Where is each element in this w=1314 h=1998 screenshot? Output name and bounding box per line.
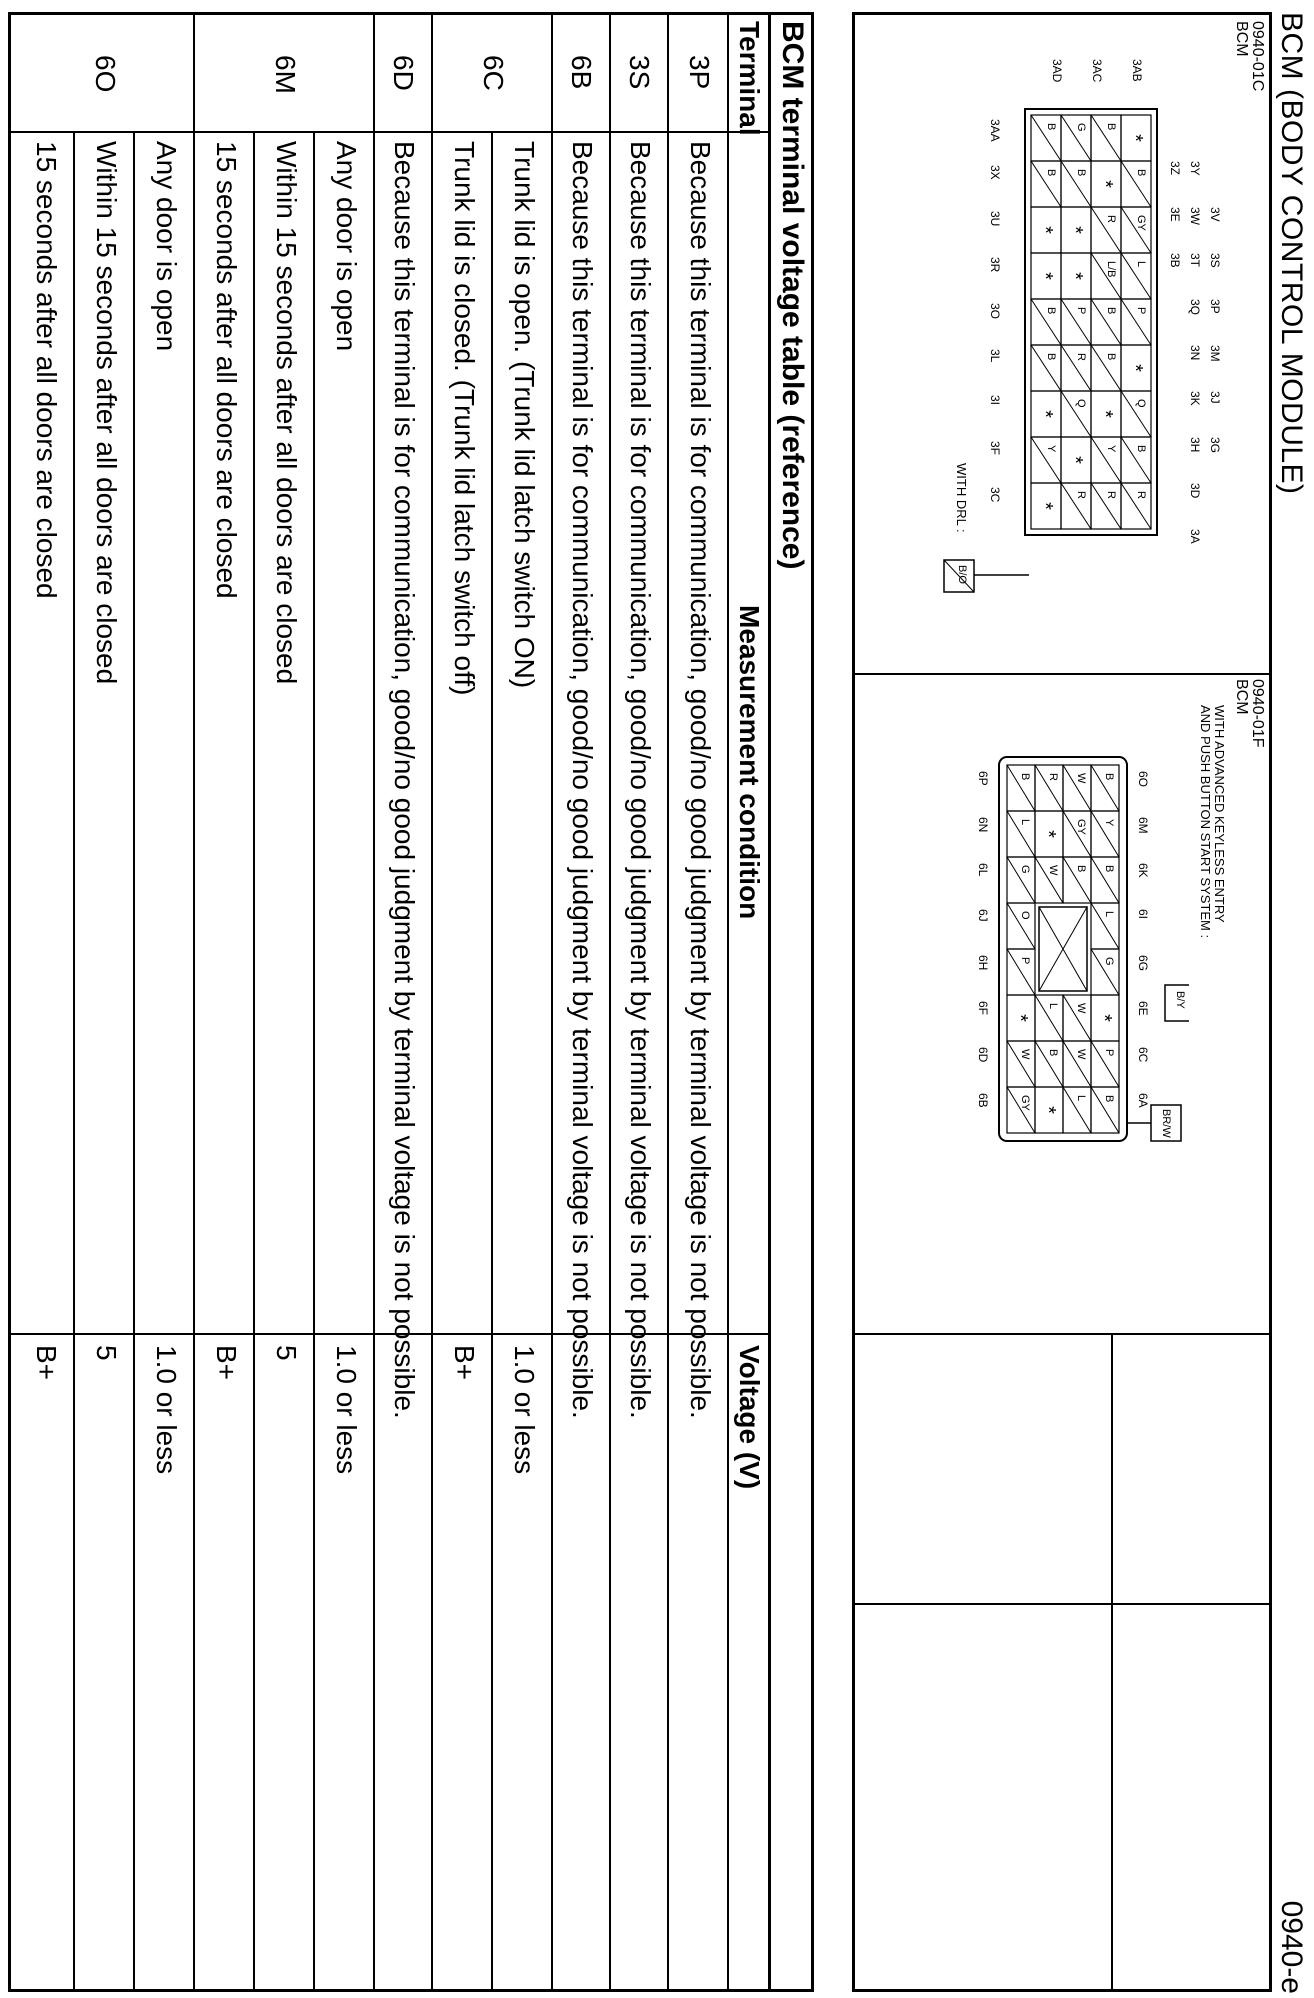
wire-color-label: B: [1075, 169, 1087, 177]
wire-diagonal: [1091, 115, 1121, 161]
voltage-cell: B+: [211, 1345, 242, 1381]
unused-cavity-mark: *: [1064, 272, 1086, 280]
wire-diagonal: [1061, 345, 1091, 391]
condition-cell: Any door is open: [331, 141, 362, 352]
terminal-number: 3E: [1168, 207, 1182, 222]
terminal-number: 3X: [988, 165, 1002, 180]
wire-diagonal: [1091, 1041, 1119, 1087]
wire-color-label: B: [1045, 307, 1057, 315]
unused-cavity-mark: *: [1124, 364, 1146, 372]
connector-c-name: BCM: [1233, 21, 1250, 57]
connector-f-code: 0940-01F: [1249, 679, 1266, 748]
wire-diagonal: [1007, 811, 1035, 857]
unused-cavity-mark: *: [1037, 1106, 1059, 1114]
condition-cell: Because this terminal is for communication, good/no good judgment by terminal voltage is not possible.: [625, 141, 656, 1419]
wire-color-label: B: [1105, 123, 1117, 131]
wire-diagonal: [1035, 765, 1063, 811]
terminal-number: 6M: [1136, 817, 1150, 834]
wire-color-label: Y: [1105, 445, 1117, 453]
terminal-number: 6I: [1136, 909, 1150, 920]
header-voltage: Voltage (V): [734, 1345, 765, 1490]
terminal-number: 3AA: [988, 119, 1002, 142]
keyless-wire-label: BR/W: [1160, 1109, 1172, 1138]
terminal-number: 6N: [976, 817, 990, 833]
connector-c-code: 0940-01C: [1249, 21, 1266, 92]
connector-f-diagram: [869, 685, 1189, 1325]
unused-cavity-mark: *: [1034, 272, 1056, 280]
condition-cell: Trunk lid is open. (Trunk lid latch switch ON): [509, 141, 540, 689]
table-title: BCM terminal voltage table (reference): [776, 21, 809, 570]
connector-c-diagram: [859, 55, 1229, 655]
terminal-cell: 6C: [478, 55, 509, 91]
page-title: BCM (BODY CONTROL MODULE): [1275, 12, 1308, 495]
keyless-wire-label: B/Y: [1174, 991, 1186, 1009]
terminal-number: 6P: [976, 771, 990, 786]
wire-color-label: GY: [1135, 215, 1147, 231]
header-terminal: Terminal: [734, 21, 765, 136]
terminal-number: 6K: [1136, 863, 1150, 878]
wire-color-label: O: [1019, 911, 1031, 920]
wire-color-label: B: [1103, 865, 1115, 873]
wire-diagonal: [1031, 299, 1061, 345]
wire-diagonal: [1007, 949, 1035, 995]
terminal-cell: 6M: [270, 55, 301, 94]
terminal-number: 6J: [976, 909, 990, 922]
keyless-note-line1: WITH ADVANCED KEYLESS ENTRY: [1212, 705, 1227, 923]
terminal-number: 3W: [1188, 207, 1202, 225]
wire-color-label: P: [1103, 1049, 1115, 1057]
wire-diagonal: [1121, 253, 1151, 299]
wire-color-label: B: [1103, 1095, 1115, 1103]
wire-diagonal: [1061, 391, 1091, 437]
row-divider: [667, 15, 669, 1989]
terminal-number: 3P: [1208, 299, 1222, 314]
wire-color-label: P: [1075, 307, 1087, 315]
connector-diagram-frame: [852, 12, 1272, 1992]
wire-diagonal: [1063, 1087, 1091, 1133]
terminal-number: 3V: [1208, 207, 1222, 222]
wire-color-label: R: [1105, 491, 1117, 499]
terminal-number: 3O: [988, 303, 1002, 320]
wire-diagonal: [1031, 437, 1061, 483]
wire-diagonal: [1091, 949, 1119, 995]
terminal-number: 3Z: [1168, 161, 1182, 176]
wire-color-label: P: [1019, 957, 1031, 965]
wire-diagonal: [1121, 161, 1151, 207]
wire-diagonal: [1091, 765, 1119, 811]
wire-color-label: B: [1047, 1049, 1059, 1057]
wire-diagonal: [1091, 857, 1119, 903]
wire-diagonal: [1035, 857, 1063, 903]
terminal-number: 3AB: [1130, 59, 1144, 82]
wire-color-label: R: [1105, 215, 1117, 223]
unused-cavity-mark: *: [1034, 502, 1056, 510]
sub-row-divider: [313, 131, 315, 1989]
terminal-number: 3G: [1208, 437, 1222, 454]
voltage-cell: B+: [31, 1345, 62, 1381]
wire-color-label: W: [1075, 1003, 1087, 1014]
terminal-number: 3S: [1208, 253, 1222, 268]
wire-color-label: R: [1075, 491, 1087, 499]
wire-diagonal: [1061, 483, 1091, 529]
wire-diagonal: [1007, 903, 1035, 949]
terminal-number: 6L: [976, 863, 990, 877]
wire-color-label: L: [1075, 1095, 1087, 1102]
sub-row-divider: [253, 131, 255, 1989]
wire-color-label: Q: [1075, 399, 1087, 408]
terminal-cell: 3S: [624, 55, 655, 90]
table-border: [727, 15, 729, 1989]
condition-cell: Within 15 seconds after all doors are closed: [271, 141, 302, 685]
column-divider: [11, 131, 771, 133]
wire-color-label: W: [1047, 865, 1059, 876]
header-measurement-condition: Measurement condition: [734, 605, 765, 920]
wire-color-label: P: [1135, 307, 1147, 315]
frame-divider: [855, 1603, 1269, 1605]
wire-diagonal: [1007, 857, 1035, 903]
frame-divider: [1111, 1333, 1113, 1989]
wire-diagonal: [1121, 299, 1151, 345]
terminal-number: 3A: [1188, 529, 1202, 544]
voltage-cell: 1.0 or less: [509, 1345, 540, 1475]
wire-diagonal: [1007, 1041, 1035, 1087]
wire-color-label: B: [1045, 353, 1057, 361]
wire-color-label: B: [1019, 773, 1031, 781]
frame-divider: [855, 673, 1269, 675]
wire-diagonal: [1061, 299, 1091, 345]
terminal-cell: 6O: [90, 55, 121, 93]
wire-color-label: G: [1019, 865, 1031, 874]
wire-diagonal: [1063, 1041, 1091, 1087]
sub-row-divider: [133, 131, 135, 1989]
condition-cell: Because this terminal is for communication, good/no good judgment by terminal voltage is not possible.: [389, 141, 420, 1419]
wire-color-label: B: [1105, 353, 1117, 361]
terminal-number: 3J: [1208, 391, 1222, 404]
unused-cavity-mark: *: [1094, 180, 1116, 188]
wire-diagonal: [1063, 995, 1091, 1041]
wire-diagonal: [1121, 483, 1151, 529]
wire-diagonal: [1091, 811, 1119, 857]
wire-diagonal: [1007, 765, 1035, 811]
wire-color-label: GY: [1075, 819, 1087, 835]
condition-cell: 15 seconds after all doors are closed: [211, 141, 242, 599]
unused-cavity-mark: *: [1064, 226, 1086, 234]
condition-cell: Because this terminal is for communication, good/no good judgment by terminal voltage is not possible.: [567, 141, 598, 1419]
wire-diagonal: [1091, 207, 1121, 253]
terminal-number: 3Q: [1188, 299, 1202, 316]
terminal-number: 3K: [1188, 391, 1202, 406]
row-divider: [551, 15, 553, 1989]
unused-cavity-mark: *: [1064, 456, 1086, 464]
terminal-number: 6G: [1136, 955, 1150, 972]
condition-cell: Because this terminal is for communication, good/no good judgment by terminal voltage is not possible.: [685, 141, 716, 1419]
wire-diagonal: [1091, 903, 1119, 949]
voltage-cell: B+: [449, 1345, 480, 1381]
terminal-cell: 6B: [566, 55, 597, 90]
terminal-number: 3Y: [1188, 161, 1202, 176]
voltage-cell: 5: [271, 1345, 302, 1361]
drl-label: WITH DRL :: [954, 463, 969, 533]
wire-color-label: L/B: [1105, 261, 1117, 278]
wire-diagonal: [1091, 437, 1121, 483]
voltage-cell: 1.0 or less: [151, 1345, 182, 1475]
unused-cavity-mark: *: [1009, 1014, 1031, 1022]
wire-diagonal: [1063, 765, 1091, 811]
terminal-number: 3M: [1208, 345, 1222, 362]
terminal-number: 3U: [988, 211, 1002, 227]
sub-row-divider: [491, 131, 493, 1989]
condition-cell: Within 15 seconds after all doors are closed: [91, 141, 122, 685]
terminal-cell: 6D: [388, 55, 419, 91]
wire-color-label: B: [1103, 773, 1115, 781]
wire-diagonal: [1035, 1041, 1063, 1087]
voltage-cell: 5: [91, 1345, 122, 1361]
page-code: 0940-e: [1275, 1900, 1308, 1994]
unused-cavity-mark: *: [1093, 1014, 1115, 1022]
terminal-number: 3I: [988, 395, 1002, 406]
unused-cavity-mark: *: [1034, 226, 1056, 234]
condition-cell: Any door is open: [151, 141, 182, 352]
terminal-number: 3AD: [1050, 59, 1064, 83]
wire-color-label: B: [1075, 865, 1087, 873]
connector-f-name: BCM: [1233, 679, 1250, 715]
wire-diagonal: [1091, 299, 1121, 345]
unused-cavity-mark: *: [1124, 134, 1146, 142]
wire-color-label: L: [1019, 819, 1031, 826]
voltage-table: [8, 12, 814, 1992]
wire-color-label: B: [1045, 123, 1057, 131]
wire-diagonal: [1031, 161, 1061, 207]
drl-wire-label: B/O: [956, 565, 968, 584]
wire-color-label: L: [1047, 1003, 1059, 1010]
wire-color-label: Y: [1045, 445, 1057, 453]
terminal-number: 6C: [1136, 1047, 1150, 1063]
wire-color-label: L: [1135, 261, 1147, 268]
terminal-number: 3T: [1188, 253, 1202, 268]
wire-color-label: R: [1047, 773, 1059, 781]
terminal-number: 3AC: [1090, 59, 1104, 83]
terminal-number: 3N: [1188, 345, 1202, 361]
wire-color-label: W: [1019, 1049, 1031, 1060]
wire-color-label: W: [1075, 773, 1087, 784]
wire-color-label: Y: [1103, 819, 1115, 827]
terminal-number: 3F: [988, 441, 1002, 456]
row-divider: [193, 15, 195, 1989]
terminal-number: 3C: [988, 487, 1002, 503]
row-divider: [373, 15, 375, 1989]
wire-color-label: B: [1045, 169, 1057, 177]
unused-cavity-mark: *: [1034, 410, 1056, 418]
wire-diagonal: [1061, 161, 1091, 207]
terminal-number: 3H: [1188, 437, 1202, 453]
unused-cavity-mark: *: [1094, 410, 1116, 418]
voltage-cell: 1.0 or less: [331, 1345, 362, 1475]
condition-cell: Trunk lid is closed. (Trunk lid latch switch off): [449, 141, 480, 696]
terminal-number: 6F: [976, 1001, 990, 1016]
wire-diagonal: [1035, 995, 1063, 1041]
terminal-number: 6E: [1136, 1001, 1150, 1016]
table-border: [768, 15, 771, 1989]
wire-color-label: GY: [1019, 1095, 1031, 1111]
wire-color-label: L: [1103, 911, 1115, 918]
frame-divider: [855, 1333, 1269, 1335]
wire-diagonal: [1091, 483, 1121, 529]
wire-diagonal: [1091, 345, 1121, 391]
terminal-number: 6A: [1136, 1093, 1150, 1108]
terminal-number: 3D: [1188, 483, 1202, 499]
sub-row-divider: [73, 131, 75, 1989]
wire-color-label: Q: [1135, 399, 1147, 408]
wire-diagonal: [1063, 857, 1091, 903]
wire-diagonal: [1091, 1087, 1119, 1133]
wire-diagonal: [1121, 391, 1151, 437]
wire-color-label: R: [1135, 491, 1147, 499]
keyless-note-line2: AND PUSH BUTTON START SYSTEM :: [1198, 705, 1213, 939]
wire-color-label: G: [1075, 123, 1087, 132]
wire-diagonal: [1061, 115, 1091, 161]
row-divider: [431, 15, 433, 1989]
wire-diagonal: [1121, 437, 1151, 483]
condition-cell: 15 seconds after all doors are closed: [31, 141, 62, 599]
wire-color-label: B: [1135, 169, 1147, 177]
row-divider: [609, 15, 611, 1989]
wire-color-label: B: [1105, 307, 1117, 315]
terminal-number: 3R: [988, 257, 1002, 273]
wire-color-label: R: [1075, 353, 1087, 361]
wire-color-label: W: [1075, 1049, 1087, 1060]
terminal-number: 6O: [1136, 771, 1150, 788]
terminal-number: 6H: [976, 955, 990, 971]
terminal-number: 6D: [976, 1047, 990, 1063]
wire-color-label: B: [1135, 445, 1147, 453]
wire-color-label: G: [1103, 957, 1115, 966]
terminal-cell: 3P: [684, 55, 715, 90]
terminal-number: 3L: [988, 349, 1002, 363]
terminal-number: 3B: [1168, 253, 1182, 268]
wire-diagonal: [1031, 115, 1061, 161]
unused-cavity-mark: *: [1037, 830, 1059, 838]
wire-diagonal: [1031, 345, 1061, 391]
terminal-number: 6B: [976, 1093, 990, 1108]
